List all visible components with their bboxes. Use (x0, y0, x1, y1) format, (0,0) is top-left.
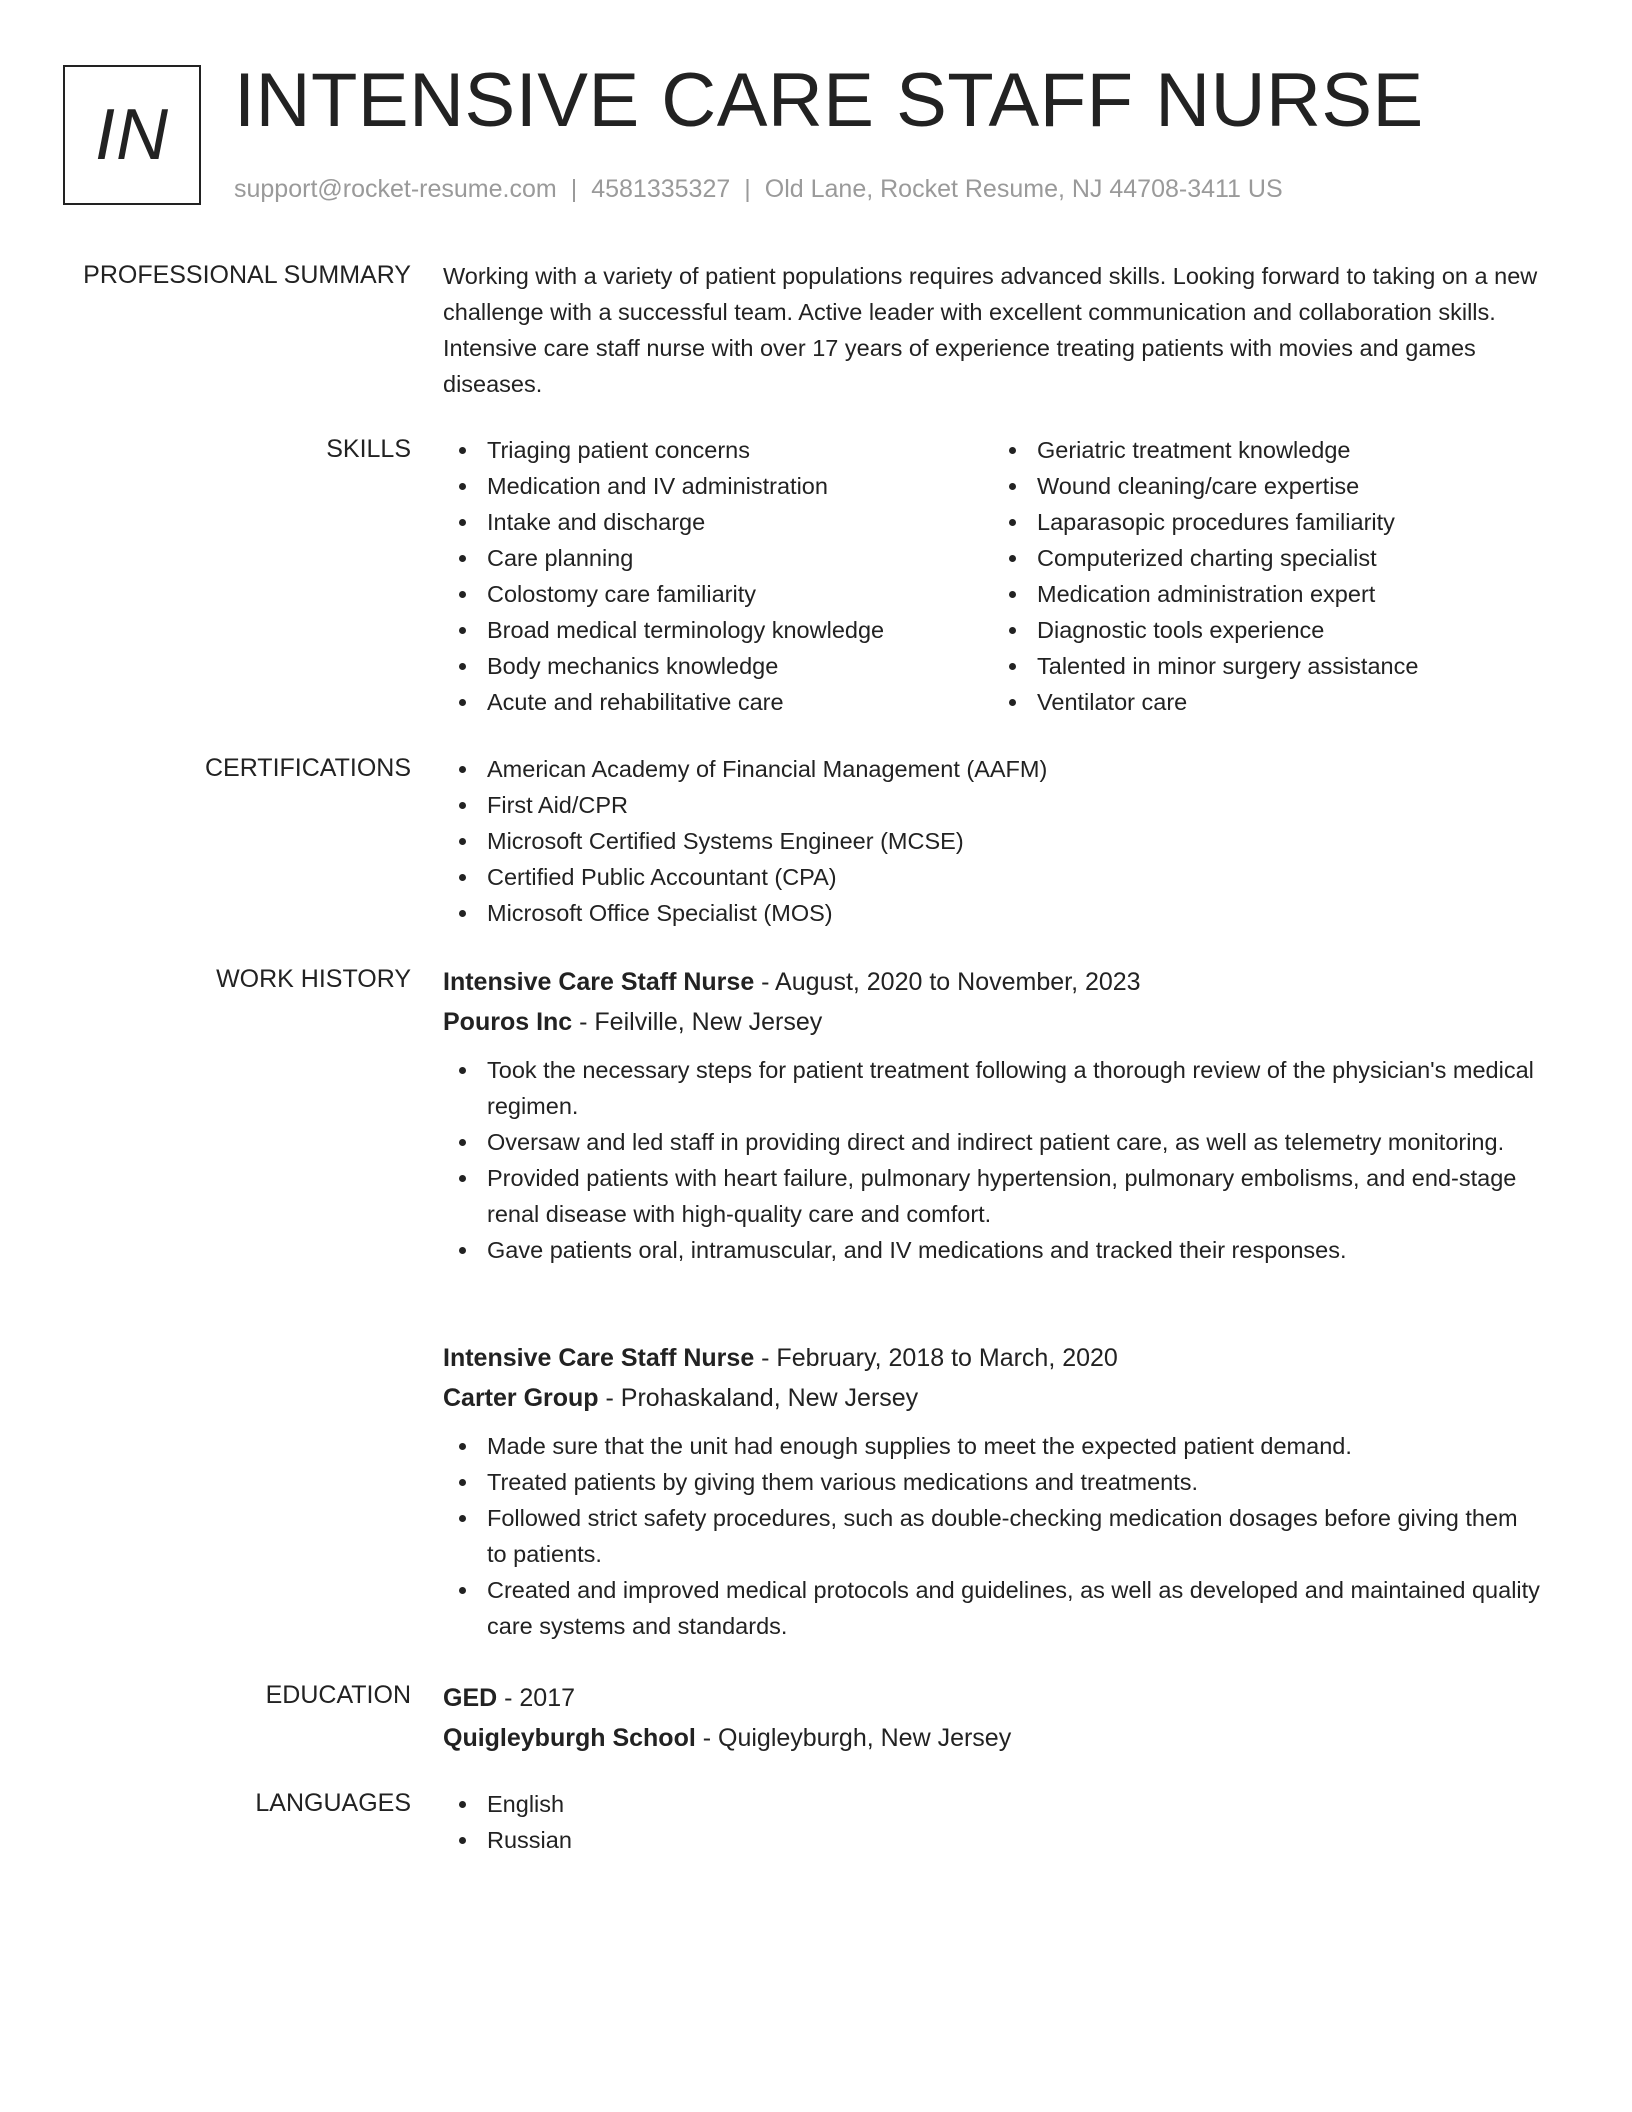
school-name: Quigleyburgh School (443, 1724, 696, 1752)
section-label-certifications: CERTIFICATIONS (204, 754, 411, 782)
job-2 (443, 1338, 1543, 1644)
list-item: American Academy of Financial Management (AAFM) (487, 751, 1543, 787)
school-line (443, 1718, 1543, 1758)
section-label-education: EDUCATION (265, 1681, 411, 1709)
certifications-list (443, 751, 1543, 931)
list-item: Computerized charting specialist (1037, 540, 1543, 576)
list-item: Intake and discharge (487, 504, 993, 540)
list-item: Made sure that the unit had enough supplies to meet the expected patient demand. (487, 1428, 1543, 1464)
list-item: Russian (487, 1822, 1543, 1858)
education-body (443, 1678, 1543, 1758)
job-company: Pouros Inc (443, 1008, 573, 1036)
list-item: Provided patients with heart failure, pulmonary hypertension, pulmonary embolisms, and end-stage renal disease with high-quality care and comfort. (487, 1160, 1543, 1232)
list-item: Medication and IV administration (487, 468, 993, 504)
list-item: Certified Public Accountant (CPA) (487, 859, 1543, 895)
section-label-skills: SKILLS (326, 435, 411, 463)
list-item: English (487, 1786, 1543, 1822)
contact-address: Old Lane, Rocket Resume, NJ 44708-3411 US (764, 175, 1283, 203)
page-title: INTENSIVE CARE STAFF NURSE (234, 58, 1424, 143)
list-item: Talented in minor surgery assistance (1037, 648, 1543, 684)
skills-list-left (443, 432, 993, 720)
list-item: Laparasopic procedures familiarity (1037, 504, 1543, 540)
degree-line (443, 1678, 1543, 1718)
contact-email: support@rocket-resume.com (234, 175, 557, 203)
job-dates: - February, 2018 to March, 2020 (754, 1344, 1118, 1372)
list-item: Diagnostic tools experience (1037, 612, 1543, 648)
summary-text: Working with a variety of patient populations requires advanced skills. Looking forward to taking on a new challenge with a successful team. Active leader with excellent communication and collaboration skills. Intensive care staff nurse with over 17 years of experience treating patients with movies and games diseases. (443, 263, 1538, 397)
list-item: Body mechanics knowledge (487, 648, 993, 684)
separator: | (570, 175, 578, 203)
list-item: Ventilator care (1037, 684, 1543, 720)
list-item: Wound cleaning/care expertise (1037, 468, 1543, 504)
job-bullets (443, 1428, 1543, 1644)
list-item: Acute and rehabilitative care (487, 684, 993, 720)
contact-line (234, 174, 1283, 204)
job-location: - Prohaskaland, New Jersey (598, 1384, 919, 1412)
list-item: Care planning (487, 540, 993, 576)
list-item: Followed strict safety procedures, such as double-checking medication dosages before giving them to patients. (487, 1500, 1543, 1572)
school-location: - Quigleyburgh, New Jersey (695, 1724, 1012, 1752)
job-title: Intensive Care Staff Nurse (443, 1344, 755, 1372)
section-label-languages: LANGUAGES (255, 1789, 411, 1817)
job-location: - Feilville, New Jersey (572, 1008, 823, 1036)
job-1 (443, 962, 1543, 1268)
degree: GED (443, 1684, 498, 1712)
list-item: Oversaw and led staff in providing direct and indirect patient care, as well as telemetry monitoring. (487, 1124, 1543, 1160)
job-dates: - August, 2020 to November, 2023 (754, 968, 1141, 996)
list-item: Treated patients by giving them various medications and treatments. (487, 1464, 1543, 1500)
job-title-line (443, 1338, 1543, 1378)
skills-list-right (993, 432, 1543, 720)
certifications-body (443, 751, 1543, 931)
list-item: Created and improved medical protocols and guidelines, as well as developed and maintained quality care systems and standards. (487, 1572, 1543, 1644)
job-bullets (443, 1052, 1543, 1268)
languages-list (443, 1786, 1543, 1858)
list-item: First Aid/CPR (487, 787, 1543, 823)
job-title-line (443, 962, 1543, 1002)
list-item: Microsoft Office Specialist (MOS) (487, 895, 1543, 931)
separator: | (744, 175, 751, 203)
list-item: Microsoft Certified Systems Engineer (MCSE) (487, 823, 1543, 859)
job-title: Intensive Care Staff Nurse (443, 968, 755, 996)
monogram-logo: IN (63, 65, 201, 205)
list-item: Took the necessary steps for patient treatment following a thorough review of the physician's medical regimen. (487, 1052, 1543, 1124)
list-item: Colostomy care familiarity (487, 576, 993, 612)
list-item: Triaging patient concerns (487, 432, 993, 468)
skills-columns (443, 432, 1543, 720)
list-item: Medication administration expert (1037, 576, 1543, 612)
degree-year: - 2017 (497, 1684, 576, 1712)
contact-phone: 4581335327 (591, 175, 731, 203)
job-company: Carter Group (443, 1384, 599, 1412)
job-company-line (443, 1378, 1543, 1418)
list-item: Gave patients oral, intramuscular, and IV medications and tracked their responses. (487, 1232, 1543, 1268)
list-item: Geriatric treatment knowledge (1037, 432, 1543, 468)
section-label-summary: PROFESSIONAL SUMMARY (83, 261, 411, 289)
languages-body (443, 1786, 1543, 1858)
section-label-work: WORK HISTORY (216, 965, 411, 993)
job-company-line (443, 1002, 1543, 1042)
list-item: Broad medical terminology knowledge (487, 612, 993, 648)
